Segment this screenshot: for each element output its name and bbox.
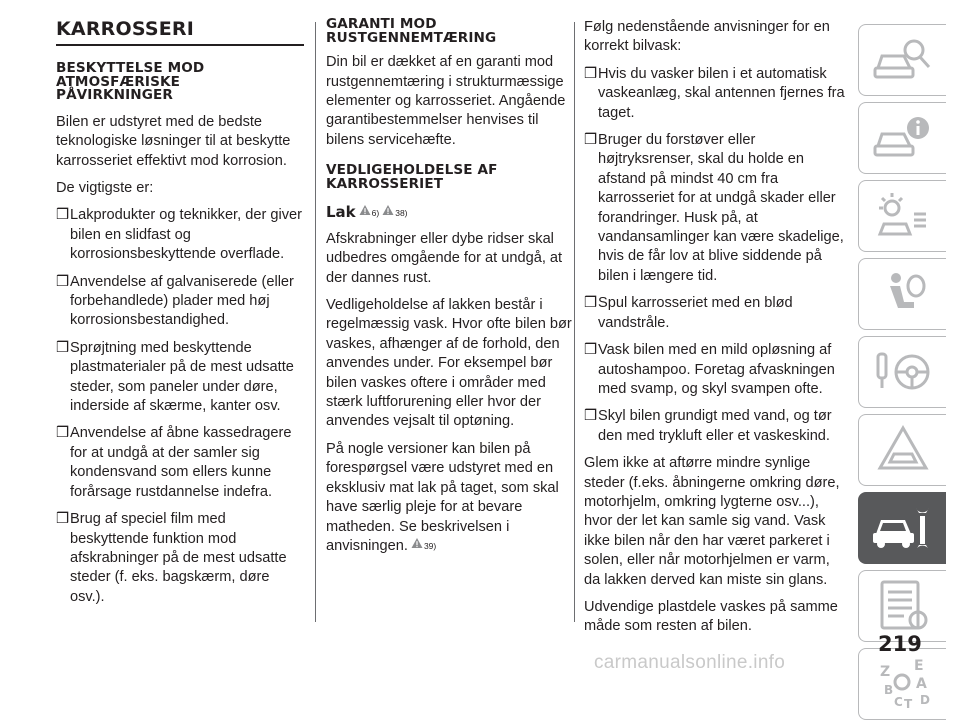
paragraph: Afskrabninger eller dybe ridser skal udbedres omgående for at undgå, at der dannes rust.: [326, 230, 563, 286]
list-item-text: Brug af speciel film med beskyttende funktion mod afskrabninger på de mest udsatte steder (f. eks. bagskærm, døre osv.).: [70, 511, 287, 605]
svg-text:Z: Z: [879, 664, 890, 680]
steering-key-icon: [870, 344, 936, 400]
warning-triangle-icon: [359, 204, 371, 216]
tab-steering-key[interactable]: [858, 336, 946, 408]
section-heading-warranty: [326, 18, 572, 45]
checkbox-bullet-icon: ❒: [56, 273, 70, 290]
heading-line: BESKYTTELSE MOD: [56, 60, 205, 76]
section-heading-maintenance: [326, 164, 572, 191]
tab-car-wrench[interactable]: [858, 492, 946, 564]
airbag-seat-icon: [870, 266, 936, 322]
list-item: [584, 131, 846, 286]
watermark: carmanualsonline.info: [594, 652, 786, 673]
warning-triangle-icon: [411, 537, 423, 549]
car-info-icon: [870, 110, 936, 166]
list-item: [56, 510, 302, 607]
list-item: [56, 424, 302, 502]
warning-lights-icon: [870, 188, 936, 244]
paragraph: [326, 440, 572, 556]
chapter-tabs: [858, 24, 946, 726]
checkbox-bullet-icon: ❒: [56, 339, 70, 356]
column-2: [326, 18, 572, 564]
column-3: [584, 18, 846, 645]
warranty-paragraph: Din bil er dækket af en garanti mod rustgennemtæring i strukturmæssige elementer og karrosseriet. Angående garantibestemmelser henvises til bilens servicehæfte.: [326, 54, 566, 148]
tab-car-search[interactable]: [858, 24, 946, 96]
heading-line: KARROSSERIET: [326, 175, 444, 192]
specs-list-icon: [870, 578, 936, 634]
list-item: [584, 407, 846, 446]
checkbox-bullet-icon: ❒: [56, 511, 70, 528]
heading-line: RUSTGENNEMTÆRING: [326, 29, 497, 46]
warning-triangle-icon: [382, 204, 394, 216]
paragraph: Glem ikke at aftørre mindre synlige steder (f.eks. åbningerne omkring døre, motorhjelm, omkring lygterne osv...), hvor der let kan samle sig vand. Vask ikke bilen når den har været parkeret i solen, eller når motorhjelmen er varm, da lakken derved kan miste sin glans.: [584, 455, 840, 588]
list-item: [584, 65, 846, 123]
checkbox-bullet-icon: ❒: [584, 65, 598, 82]
svg-text:E: E: [913, 658, 924, 674]
alphabet-index-icon: [870, 656, 936, 712]
svg-text:A: A: [915, 676, 927, 692]
list-item-text: Anvendelse af åbne kassedragere for at undgå at der samler sig kondensvand som ellers kunne forårsage rustdannelse indefra.: [70, 425, 292, 500]
tab-warning-lights[interactable]: [858, 180, 946, 252]
svg-text:B: B: [883, 683, 893, 697]
chapter-title: KARROSSERI: [56, 18, 304, 46]
paragraph: Vedligeholdelse af lakken består i regelmæssig vask. Hvor ofte bilen bør vaskes, afhænger af de forhold, den anvendes under. For eksempel bør bilen vaskes oftere i områder med stærk luftforurening eller hvor der anvendes vejsalt til optøning.: [326, 297, 572, 430]
svg-text:T: T: [903, 697, 912, 711]
heading-line: VEDLIGEHOLDELSE AF: [326, 162, 498, 179]
checkbox-bullet-icon: ❒: [584, 342, 598, 359]
list-item: [56, 273, 302, 331]
intro-paragraph: Følg nedenstående anvisninger for en korrekt bilvask:: [584, 19, 830, 55]
footnote-ref: 6): [371, 208, 380, 219]
list-item-text: Hvis du vasker bilen i et automatisk vaskeanlæg, skal antennen fjernes fra taget.: [598, 65, 845, 121]
list-item: [56, 339, 302, 417]
list-item-text: Vask bilen med en mild opløsning af autoshampoo. Foretag afvaskningen med svamp, og skyl svampen ofte.: [598, 342, 835, 397]
list-item-text: Sprøjtning med beskyttende plastmaterialer på de mest udsatte steder, som paneler under døre, inderside af skærme, kanter osv.: [70, 339, 294, 415]
checkbox-bullet-icon: ❒: [56, 425, 70, 442]
page-number: 219: [878, 632, 922, 656]
subheading-paint: Lak: [326, 203, 356, 222]
tab-airbag-seat[interactable]: [858, 258, 946, 330]
heading-line: ATMOSFÆRISKE: [56, 73, 180, 90]
checkbox-bullet-icon: ❒: [584, 408, 598, 425]
warning-triangle-icon: [870, 422, 936, 478]
list-item: [56, 206, 302, 264]
tab-warning-triangle[interactable]: [858, 414, 946, 486]
main-label: De vigtigste er:: [56, 180, 154, 196]
column-divider: [574, 22, 575, 622]
svg-text:D: D: [919, 693, 930, 707]
intro-paragraph: Bilen er udstyret med de bedste teknologiske løsninger til at beskytte karrosseriet effektivt mod korrosion.: [56, 113, 291, 169]
column-divider: [315, 22, 316, 622]
heading-line: GARANTI MOD: [326, 16, 437, 32]
checkbox-bullet-icon: ❒: [56, 207, 70, 224]
tab-car-info[interactable]: [858, 102, 946, 174]
car-search-icon: [870, 32, 936, 88]
checkbox-bullet-icon: ❒: [584, 295, 598, 312]
svg-text:C: C: [893, 695, 903, 709]
list-item-text: Spul karrosseriet med en blød vandstråle.: [598, 295, 793, 331]
list-item-text: Bruger du forstøver eller højtryksrenser, skal du holde en afstand på mindst 40 cm fra karrosseriet for at undgå skader eller forandringer. Husk på, at vandansamlinger kan være skadelige, hvis de får lov at blive siddende på bilen i længere tid.: [598, 132, 844, 284]
checkbox-bullet-icon: ❒: [584, 132, 598, 149]
section-heading-protection: [56, 62, 302, 103]
heading-line: PÅVIRKNINGER: [56, 87, 173, 104]
footnote-ref: 38): [395, 208, 408, 219]
column-1: [56, 18, 302, 615]
list-item: [584, 341, 846, 399]
list-item-text: Anvendelse af galvaniserede (eller forbehandlede) plader med høj korrosionsbestandighed.: [70, 273, 294, 329]
list-item: [584, 294, 846, 333]
paragraph-text: På nogle versioner kan bilen på forespørgsel være udstyret med en eksklusiv mat lak på taget, som skal have særlig pleje for at bevare matheden. Se beskrivelsen i anvisningen.: [326, 440, 559, 554]
list-item-text: Skyl bilen grundigt med vand, og tør den med trykluft eller et vaskeskind.: [598, 408, 832, 444]
paragraph: Udvendige plastdele vaskes på samme måde som resten af bilen.: [584, 598, 838, 635]
tab-alphabet-index[interactable]: [858, 648, 946, 720]
car-wrench-icon: [870, 500, 936, 556]
footnote-ref: 39): [423, 540, 437, 551]
subheading-row: [326, 203, 572, 223]
list-item-text: Lakprodukter og teknikker, der giver bilen en slidfast og korrosionsbeskyttende overflade.: [70, 207, 303, 263]
